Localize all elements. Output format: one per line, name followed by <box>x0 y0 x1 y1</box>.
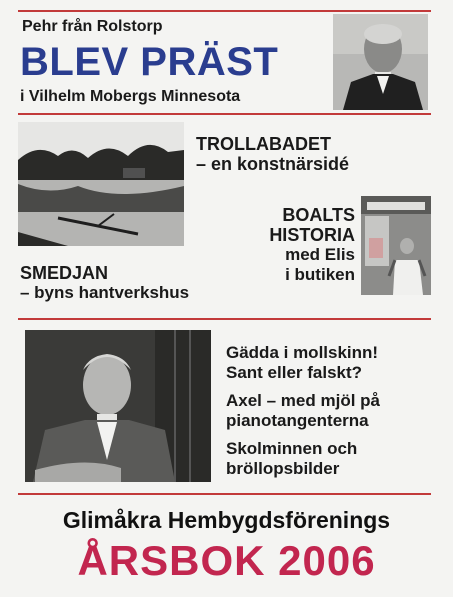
rule-middle <box>18 318 431 320</box>
gadda-line-2: Sant eller falskt? <box>226 363 363 382</box>
boalts-line-3: med Elis <box>285 245 355 264</box>
rule-under-header <box>18 113 431 115</box>
trollabadet-subtitle: – en konstnärsidé <box>196 154 350 174</box>
priest-portrait-photo <box>333 14 428 110</box>
boalts-line-4: i butiken <box>285 265 355 284</box>
boalts-line-2: HISTORIA <box>269 225 355 245</box>
boalts-line-1: BOALTS <box>282 205 355 225</box>
axel-line-1: Axel – med mjöl på <box>226 391 380 410</box>
skol-line-1: Skolminnen och <box>226 439 358 458</box>
trollabadet-title: TROLLABADET <box>196 134 331 154</box>
rule-above-footer <box>18 493 431 495</box>
axel-line-2: pianotangenterna <box>226 411 369 430</box>
association-name: Glimåkra Hembygdsförenings <box>62 507 391 533</box>
boalts-shop-photo <box>361 196 431 295</box>
header-subline: i Vilhelm Mobergs Minnesota <box>20 88 241 105</box>
top-rule <box>18 10 431 12</box>
smedjan-subtitle: – byns hantverkshus <box>20 283 190 302</box>
smedjan-title: SMEDJAN <box>20 263 109 283</box>
gadda-line-1: Gädda i mollskinn! <box>226 343 379 362</box>
header-headline: BLEV PRÄST <box>20 40 279 84</box>
skol-line-2: bröllopsbilder <box>226 459 340 478</box>
trollabadet-lake-photo <box>18 122 184 246</box>
axel-portrait-photo <box>25 330 211 482</box>
header-kicker: Pehr från Rolstorp <box>22 18 163 35</box>
yearbook-title: ÅRSBOK 2006 <box>77 537 376 584</box>
